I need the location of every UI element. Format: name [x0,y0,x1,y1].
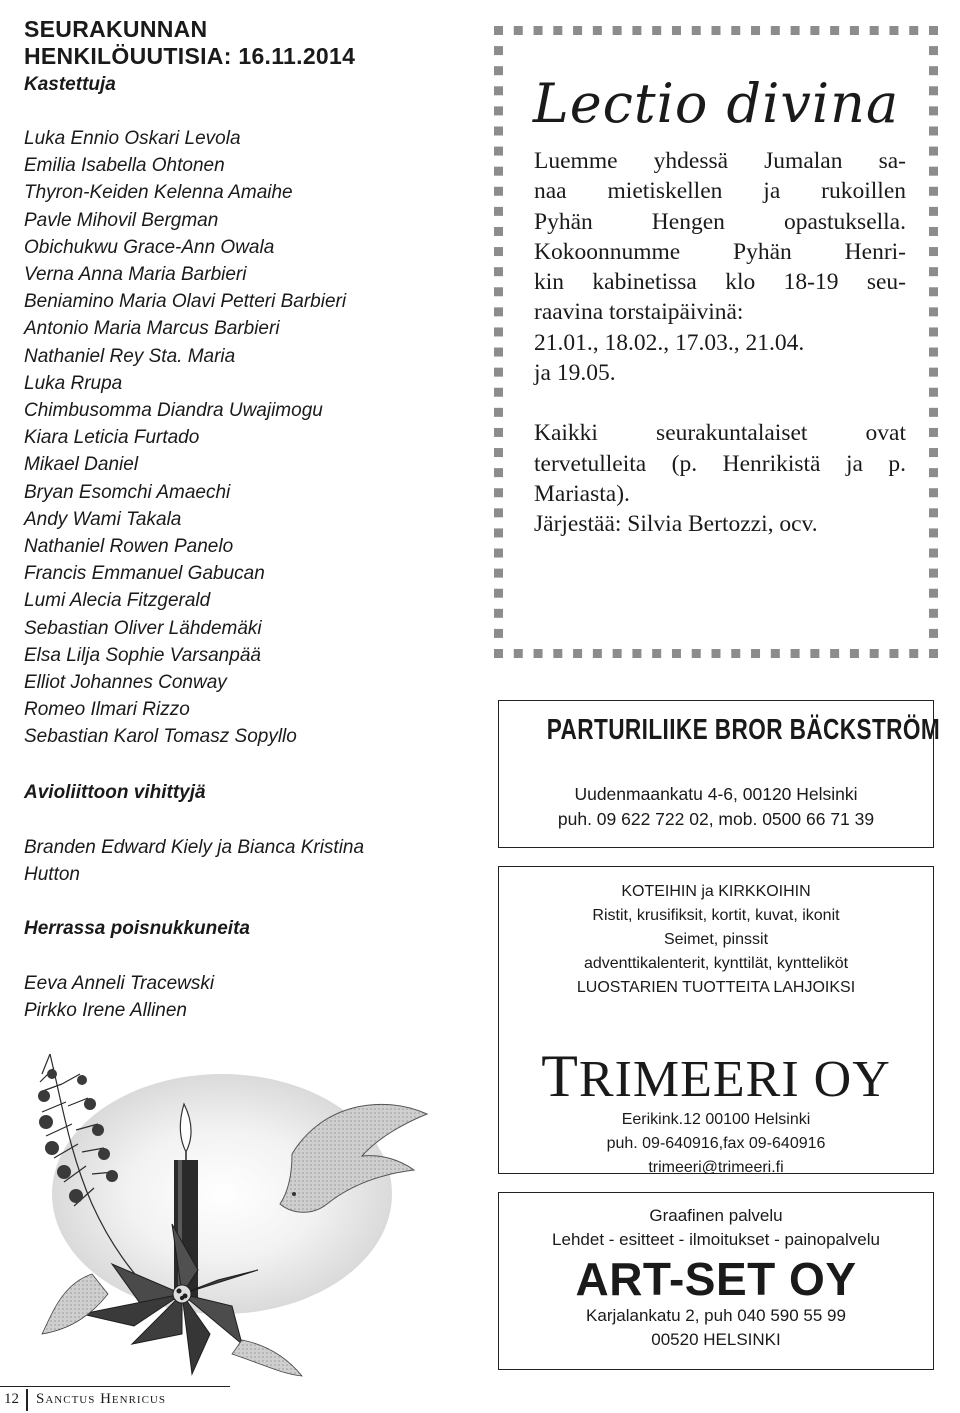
lectio-line: Kaikki seurakuntalaiset ovat [534,420,906,447]
frame-dot [791,649,800,658]
frame-dot [593,26,602,35]
frame-dot [494,508,503,517]
frame-dot [929,629,938,638]
baptized-name: Romeo Ilmari Rizzo [24,699,190,721]
trimeeri-ad [498,866,934,1174]
frame-dot [929,448,938,457]
lectio-paragraph-2 [534,418,906,509]
barber-ad-title: PARTURILIIKE BROR BÄCKSTRÖM [546,714,941,746]
frame-dot [929,649,938,658]
trimeeri-ad-company [499,1043,933,1109]
married-list [24,834,474,888]
frame-dot [494,327,503,336]
artset-ad-city: 00520 HELSINKI [651,1330,781,1349]
lectio-line: ja 19.05. [534,360,616,387]
frame-dot [850,649,859,658]
trimeeri-ad-address: Eerikink.12 00100 Helsinki [621,1111,811,1128]
frame-dot [929,167,938,176]
baptized-name: Bryan Esomchi Amaechi [24,481,231,503]
frame-dot [553,649,562,658]
frame-dot [929,26,938,35]
lectio-line: kin kabinetissa klo 18-19 seu- [534,269,906,296]
deceased-heading: Herrassa poisnukkuneita [24,918,250,940]
page-footer [0,1386,960,1413]
baptized-name: Emilia Isabella Ohtonen [24,155,225,177]
lectio-line: Mariasta). [534,480,630,507]
frame-dot [672,26,681,35]
lectio-line: Pyhän Hengen opastuksella. [534,208,906,235]
frame-dot [494,649,503,658]
frame-dot [929,227,938,236]
lectio-body [534,146,906,540]
frame-dot [494,247,503,256]
frame-dot [850,26,859,35]
barber-ad-phone: puh. 09 622 722 02, mob. 0500 66 71 39 [557,809,875,829]
frame-dot [692,26,701,35]
frame-dot [494,468,503,477]
lectio-paragraph-1 [534,146,906,388]
frame-dot [909,26,918,35]
baptized-name: Nathaniel Rowen Panelo [24,536,234,558]
frame-dot [870,649,879,658]
magazine-name: Sanctus Henricus [36,1391,166,1407]
lectio-organizer: Järjestää: Silvia Bertozzi, ocv. [534,511,818,538]
frame-dot [712,26,721,35]
frame-dot [593,649,602,658]
frame-dot [553,26,562,35]
frame-dot [494,549,503,558]
frame-dot [494,287,503,296]
frame-dot [751,26,760,35]
frame-dot [712,649,721,658]
footer-divider [26,1389,28,1411]
baptized-name: Pavle Mihovil Bergman [24,209,219,231]
frame-dot [494,26,503,35]
frame-dot [870,26,879,35]
frame-dot [929,287,938,296]
baptized-name: Kiara Leticia Furtado [24,427,200,449]
lectio-title: Lectio divina [532,72,900,135]
frame-dot [534,649,543,658]
trimeeri-company-initial: T [541,1043,579,1109]
baptized-name: Lumi Alecia Fitzgerald [24,590,211,612]
frame-dot [929,348,938,357]
frame-dot [494,307,503,316]
frame-dot [494,267,503,276]
baptized-name: Andy Wami Takala [24,508,182,530]
frame-dot [672,649,681,658]
frame-dot [830,26,839,35]
frame-dot [929,428,938,437]
frame-dot [830,649,839,658]
frame-dot [929,488,938,497]
frame-dot [731,26,740,35]
deceased-name: Pirkko Irene Allinen [24,1000,187,1022]
frame-dot [632,649,641,658]
frame-dot [494,609,503,618]
deceased-name: Eeva Anneli Tracewski [24,973,215,995]
baptized-name: Verna Anna Maria Barbieri [24,264,247,286]
frame-dot [929,187,938,196]
frame-dot [929,388,938,397]
lectio-line: 21.01., 18.02., 17.03., 21.04. [534,329,805,356]
frame-dot [929,147,938,156]
frame-dot [613,649,622,658]
page-title [24,16,474,70]
frame-dot [494,408,503,417]
frame-dot [494,428,503,437]
frame-dot [613,26,622,35]
artset-ad-service: Graafinen palvelu [649,1206,783,1225]
lectio-line: Luemme yhdessä Jumalan sa- [534,148,906,174]
frame-dot [494,46,503,55]
trimeeri-product-line: adventtikalenterit, kynttilät, kyntteliköt [583,955,849,972]
frame-dot [771,649,780,658]
frame-dot [929,46,938,55]
barber-ad-address: Uudenmaankatu 4-6, 00120 Helsinki [574,784,858,804]
baptized-name: Francis Emmanuel Gabucan [24,563,265,585]
artset-ad-company: ART-SET OY [575,1253,857,1305]
trimeeri-product-line: Ristit, krusifiksit, kortit, kuvat, ikonit [592,907,840,924]
frame-dot [494,348,503,357]
lectio-line: naa mietiskellen ja rukoillen [534,178,906,205]
frame-dot [494,569,503,578]
baptized-heading: Kastettuja [24,74,116,95]
frame-dot [929,569,938,578]
trimeeri-product-line: Seimet, pinssit [663,931,769,948]
trimeeri-company-rest: RIMEERI OY [578,1051,891,1108]
frame-dot [494,368,503,377]
frame-dot [810,26,819,35]
baptized-name: Luka Ennio Oskari Levola [24,128,241,149]
deceased-list [24,970,474,1024]
frame-dot [494,528,503,537]
frame-dot [494,227,503,236]
frame-dot [494,589,503,598]
frame-dot [929,207,938,216]
frame-dot [929,368,938,377]
frame-dot [889,649,898,658]
married-heading: Avioliittoon vihittyjä [24,781,206,803]
frame-dot [494,187,503,196]
frame-dot [514,26,523,35]
frame-dot [534,26,543,35]
frame-dot [692,649,701,658]
baptized-name: Thyron-Keiden Kelenna Amaihe [24,182,293,204]
baptized-name: Elliot Johannes Conway [24,672,227,694]
frame-dot [514,649,523,658]
frame-dot [573,26,582,35]
frame-dot [494,388,503,397]
artset-ad-address: Karjalankatu 2, puh 040 590 55 99 [586,1306,846,1325]
frame-dot [929,508,938,517]
frame-dot [494,629,503,638]
baptized-name: Antonio Maria Marcus Barbieri [24,318,280,340]
trimeeri-product-line: KOTEIHIN ja KIRKKOIHIN [621,883,811,900]
frame-dot [810,649,819,658]
left-column [24,16,474,1024]
frame-dot [929,468,938,477]
married-name: Hutton [24,863,80,885]
married-name: Branden Edward Kiely ja Bianca Kristina [24,836,365,858]
baptized-name: Sebastian Oliver Lähdemäki [24,617,262,639]
title-line-2: HENKILÖUUTISIA: 16.11.2014 [24,43,356,69]
baptized-name: Sebastian Karol Tomasz Sopyllo [24,726,297,748]
frame-dot [751,649,760,658]
trimeeri-ad-email: trimeeri@trimeeri.fi [648,1159,784,1176]
baptized-name: Elsa Lilja Sophie Varsanpää [24,644,261,666]
baptized-name: Obichukwu Grace-Ann Owala [24,236,275,258]
lectio-line: tervetulleita (p. Henrikistä ja p. [534,450,906,477]
frame-dot [929,307,938,316]
lectio-line: raavina torstaipäivinä: [534,299,744,326]
frame-dot [573,649,582,658]
artset-ad-products: Lehdet - esitteet - ilmoitukset - painopalvelu [552,1230,880,1249]
frame-dot [791,26,800,35]
frame-dot [652,26,661,35]
frame-dot [929,609,938,618]
frame-dot [771,26,780,35]
frame-dot [731,649,740,658]
lectio-divina-box [486,18,946,666]
frame-dot [929,589,938,598]
frame-dot [929,528,938,537]
frame-dot [929,408,938,417]
frame-dot [929,549,938,558]
artset-ad [498,1192,934,1370]
frame-dot [909,649,918,658]
lectio-line: Kokoonnumme Pyhän Henri- [534,238,906,265]
frame-dot [494,147,503,156]
baptized-list [24,125,474,751]
frame-dot [929,327,938,336]
baptized-name: Beniamino Maria Olavi Petteri Barbieri [24,291,347,313]
baptized-name: Nathaniel Rey Sta. Maria [24,345,236,367]
trimeeri-product-line: LUOSTARIEN TUOTTEITA LAHJOIKSI [576,979,856,996]
baptized-name: Mikael Daniel [24,454,139,476]
frame-dot [632,26,641,35]
frame-dot [494,488,503,497]
baptized-name: Chimbusomma Diandra Uwajimogu [24,400,323,422]
frame-dot [929,267,938,276]
frame-dot [652,649,661,658]
frame-dot [929,247,938,256]
title-line-1: SEURAKUNNAN [24,16,208,42]
trimeeri-ad-products [499,880,933,1000]
page-number: 12 [4,1391,19,1407]
barber-ad [498,700,941,848]
baptized-name: Luka Rrupa [24,372,123,394]
frame-dot [494,207,503,216]
footer-rule [0,1386,230,1387]
frame-dot [889,26,898,35]
christmas-illustration [22,1044,442,1380]
frame-dot [494,448,503,457]
frame-dot [494,167,503,176]
trimeeri-ad-phone: puh. 09-640916,fax 09-640916 [606,1135,826,1152]
